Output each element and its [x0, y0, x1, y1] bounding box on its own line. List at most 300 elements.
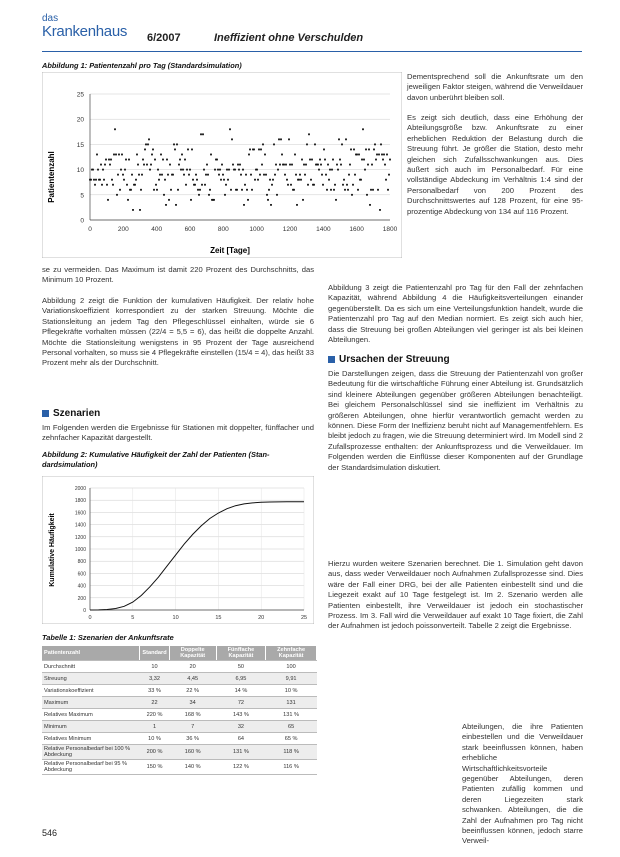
fig1-point	[131, 174, 133, 176]
fig1-point	[323, 149, 325, 151]
fig1-point	[189, 169, 191, 171]
table1-cell: Maximum	[42, 697, 140, 709]
fig1-point	[195, 174, 197, 176]
fig1-point	[139, 209, 141, 211]
fig2-y-tick-label: 400	[77, 583, 86, 590]
fig1-caption: Abbildung 1: Patientenzahl pro Tag (Standardsimulation)	[42, 61, 242, 70]
fig1-point	[386, 154, 388, 156]
fig1-point	[360, 179, 362, 181]
fig1-point	[172, 174, 174, 176]
fig1-point	[251, 189, 253, 191]
fig2-x-tick-label: 10	[172, 615, 179, 621]
fig1-point	[271, 184, 273, 186]
fig1-point	[243, 204, 245, 206]
table1-cell: 7	[169, 721, 216, 733]
fig1-point	[249, 149, 251, 151]
fig1-point	[174, 149, 176, 151]
fig2-caption	[42, 450, 314, 469]
table1-cell: 143 %	[216, 709, 266, 721]
fig1-point	[291, 164, 293, 166]
fig1-point	[214, 169, 216, 171]
fig1-point	[218, 174, 220, 176]
fig1-point	[200, 133, 202, 135]
table1-body	[42, 661, 317, 775]
fig1-point	[141, 174, 143, 176]
fig1-point	[321, 174, 323, 176]
fig1-point	[107, 199, 109, 201]
fig1-point	[284, 174, 286, 176]
fig1-point	[115, 154, 117, 156]
fig1-point	[334, 184, 336, 186]
fig1-point	[148, 138, 150, 140]
fig2-x-tick-label: 25	[300, 615, 308, 621]
fig1-point	[162, 159, 164, 161]
fig1-point	[100, 164, 102, 166]
fig2-y-tick-label: 600	[77, 571, 86, 578]
fig1-point	[241, 189, 243, 191]
fig1-point	[109, 164, 111, 166]
fig1-point	[366, 194, 368, 196]
fig1-point	[367, 164, 369, 166]
fig1-point	[237, 164, 239, 166]
fig1-point	[156, 189, 158, 191]
fig1-point	[330, 189, 332, 191]
fig1-point	[365, 149, 367, 151]
fig1-point	[181, 154, 183, 156]
fig1-point	[244, 184, 246, 186]
fig1-point	[278, 138, 280, 140]
fig1-point	[362, 128, 364, 130]
fig1-point	[305, 164, 307, 166]
fig1-point	[110, 159, 112, 161]
fig1-point	[380, 144, 382, 146]
fig2-y-tick-label: 1200	[74, 534, 86, 541]
brand-top: das	[42, 13, 59, 24]
fig1-point	[204, 184, 206, 186]
fig1-point	[126, 184, 128, 186]
fig1-point	[229, 128, 231, 130]
table1-cell: 131	[266, 697, 317, 709]
fig1-point	[186, 169, 188, 171]
table1-cell: Relative Personalbedarf bei 95 % Abdeckung	[42, 760, 140, 775]
fig1-point	[384, 164, 386, 166]
fig2-y-tick-label: 800	[77, 559, 86, 566]
fig1-point	[232, 164, 234, 166]
fig1-point	[348, 174, 350, 176]
fig1-point	[389, 159, 391, 161]
fig1-point	[253, 149, 255, 151]
fig1-point	[164, 179, 166, 181]
fig1-point	[104, 164, 106, 166]
fig1-point	[263, 174, 265, 176]
heading-ursachen	[328, 354, 450, 365]
table1-cell: 200 %	[140, 745, 169, 760]
fig1-point	[163, 194, 165, 196]
table-row	[42, 661, 317, 673]
fig1-point	[127, 199, 129, 201]
fig2-y-tick-label: 1600	[74, 510, 86, 517]
fig1-point	[258, 149, 260, 151]
fig1-point	[264, 154, 266, 156]
fig1-point	[381, 154, 383, 156]
page-number: 546	[42, 828, 58, 838]
fig1-point	[351, 194, 353, 196]
fig1-point	[236, 189, 238, 191]
fig1-point	[135, 179, 137, 181]
fig1-point	[325, 174, 327, 176]
fig1-point	[343, 179, 345, 181]
fig1-point	[281, 154, 283, 156]
fig1-point	[188, 174, 190, 176]
fig1-point	[276, 194, 278, 196]
fig1-point	[130, 189, 132, 191]
fig1-point	[173, 144, 175, 146]
fig1-point	[388, 174, 390, 176]
fig1-point	[293, 189, 295, 191]
fig1-y-tick-label: 25	[76, 91, 84, 99]
fig1-point	[198, 194, 200, 196]
table-row	[42, 733, 317, 745]
fig1-point	[143, 164, 145, 166]
fig1-point	[371, 164, 373, 166]
fig1-point	[329, 169, 331, 171]
fig1-scatter-chart	[42, 72, 402, 258]
table1-cell: 150 %	[140, 760, 169, 775]
fig1-point	[128, 159, 130, 161]
fig1-point	[337, 169, 339, 171]
table1-cell: 131 %	[216, 745, 266, 760]
fig1-point	[339, 159, 341, 161]
fig1-point	[142, 159, 144, 161]
fig1-point	[299, 174, 301, 176]
fig1-point	[117, 174, 119, 176]
fig1-point	[228, 169, 230, 171]
fig1-point	[379, 209, 381, 211]
fig1-point	[361, 159, 363, 161]
fig1-point	[266, 194, 268, 196]
fig1-point	[324, 159, 326, 161]
table1-cell: 10 %	[266, 685, 317, 697]
table1-cell: Durchschnitt	[42, 661, 140, 673]
heading-ursachen-text: Ursachen der Streuung	[339, 354, 450, 365]
fig1-point	[309, 159, 311, 161]
fig1-point	[326, 189, 328, 191]
fig1-y-axis-label: Patientenzahl	[47, 151, 56, 203]
fig1-x-tick-label: 0	[88, 226, 92, 233]
table1-cell: 72	[216, 697, 266, 709]
fig1-point	[94, 184, 96, 186]
fig1-point	[336, 164, 338, 166]
fig1-point	[123, 179, 125, 181]
fig1-point	[261, 164, 263, 166]
fig1-point	[250, 174, 252, 176]
fig1-point	[220, 179, 222, 181]
fig1-point	[346, 184, 348, 186]
fig1-point	[102, 169, 104, 171]
table1-cell: 4,45	[169, 673, 216, 685]
fig1-point	[304, 174, 306, 176]
fig1-point	[306, 144, 308, 146]
fig1-point	[136, 154, 138, 156]
fig1-point	[175, 204, 177, 206]
fig1-point	[209, 189, 211, 191]
table1-header-cell: Fünffache Kapazität	[216, 646, 266, 661]
fig1-point	[185, 184, 187, 186]
fig1-point	[344, 189, 346, 191]
fig2-y-tick-label: 0	[83, 608, 86, 614]
heading-szenarien-text: Szenarien	[53, 408, 101, 419]
table1-caption: Tabelle 1: Szenarien der Ankunftsrate	[42, 633, 174, 642]
table1-cell: 100	[266, 661, 317, 673]
fig1-point	[176, 144, 178, 146]
table1-cell: 6,95	[216, 673, 266, 685]
fig2-x-tick-label: 15	[215, 615, 222, 621]
fig1-point	[111, 179, 113, 181]
fig1-point	[132, 209, 134, 211]
fig1-point	[374, 144, 376, 146]
fig1-point	[376, 154, 378, 156]
fig1-point	[322, 184, 324, 186]
fig2-x-tick-label: 0	[88, 615, 92, 621]
table1-cell: 32	[216, 721, 266, 733]
table1-cell: 10	[140, 661, 169, 673]
table-row	[42, 697, 317, 709]
fig1-point	[165, 204, 167, 206]
fig1-point	[247, 199, 249, 201]
fig1-point	[231, 138, 233, 140]
fig1-point	[320, 164, 322, 166]
left-paragraph-3: Im Folgenden werden die Ergebnisse für Stationen mit doppelter, fünffacher und zehnfacher Kapazität dargestellt.	[42, 423, 314, 443]
fig1-point	[245, 174, 247, 176]
fig1-point	[149, 169, 151, 171]
fig1-point	[265, 174, 267, 176]
table-row	[42, 673, 317, 685]
fig1-point	[268, 189, 270, 191]
fig1-point	[180, 169, 182, 171]
fig1-point	[311, 159, 313, 161]
fig1-point	[157, 169, 159, 171]
fig1-point	[161, 174, 163, 176]
fig1-x-tick-label: 800	[217, 226, 229, 233]
right-paragraph-5: Hierzu wurden weitere Szenarien berechnet. Die 1. Simulation geht davon aus, dass weder Verweildauer noch Aufnahmen Zufallsprozesse sind. Dies wäre der Fall einer DRG, bei der alle Patienten einbestellt sind und die Liegezeit exakt auf 10 Tage festgelegt ist. Im 2. Szenario werden alle Patienten einbestellt, ihre Verweildauer ist jedoch ein stochastischer Prozess. Im 3. Fall wird die Verweildauer auf exakt 10 Tage fixiert, die Zahl der Aufnahmen ist jedoch poissonverteilt. Tabelle 2 zeigt die Ergebnisse.	[328, 559, 583, 631]
table1-cell: 65 %	[266, 733, 317, 745]
table1-cell: Relatives Maximum	[42, 709, 140, 721]
fig1-point	[373, 149, 375, 151]
fig1-point	[140, 189, 142, 191]
fig1-point	[150, 164, 152, 166]
fig1-point	[223, 179, 225, 181]
fig1-point	[295, 174, 297, 176]
fig1-point	[308, 133, 310, 135]
fig1-point	[222, 174, 224, 176]
fig1-point	[307, 184, 309, 186]
fig1-point	[154, 159, 156, 161]
fig1-point	[342, 184, 344, 186]
table1-cell: 3,32	[140, 673, 169, 685]
table1-cell: 168 %	[169, 709, 216, 721]
fig1-point	[153, 189, 155, 191]
fig1-point	[260, 149, 262, 151]
fig1-point	[206, 164, 208, 166]
table1-cell: Variationskoeffizient	[42, 685, 140, 697]
fig1-point	[358, 154, 360, 156]
fig1-point	[96, 154, 98, 156]
fig1-point	[375, 159, 377, 161]
fig1-point	[267, 199, 269, 201]
fig1-point	[317, 164, 319, 166]
fig2-y-axis-label: Kumulative Häufigkeit	[49, 513, 56, 587]
fig1-point	[199, 189, 201, 191]
fig1-point	[103, 179, 105, 181]
table1-cell: 160 %	[169, 745, 216, 760]
header-rule	[42, 51, 582, 52]
fig2-x-tick-label: 5	[131, 615, 135, 621]
fig1-point	[97, 169, 99, 171]
fig1-point	[275, 164, 277, 166]
fig1-point	[169, 164, 171, 166]
fig1-point	[238, 169, 240, 171]
fig1-point	[106, 184, 108, 186]
fig1-point	[313, 184, 315, 186]
fig1-point	[187, 149, 189, 151]
fig1-point	[196, 179, 198, 181]
table1-cell: 1	[140, 721, 169, 733]
fig1-point	[378, 154, 380, 156]
fig1-point	[256, 169, 258, 171]
table1-cell: 33 %	[140, 685, 169, 697]
fig1-point	[192, 179, 194, 181]
table-row	[42, 709, 317, 721]
fig1-point	[303, 164, 305, 166]
fig1-point	[134, 184, 136, 186]
fig1-point	[182, 169, 184, 171]
fig1-point	[125, 159, 127, 161]
fig1-x-tick-label: 1800	[382, 226, 398, 233]
fig1-point	[184, 159, 186, 161]
fig1-point	[158, 179, 160, 181]
fig1-point	[190, 199, 192, 201]
fig1-point	[138, 174, 140, 176]
fig1-point	[272, 179, 274, 181]
fig1-point	[383, 154, 385, 156]
fig1-point	[269, 179, 271, 181]
fig1-point	[227, 179, 229, 181]
fig1-point	[201, 184, 203, 186]
table1-cell: 131 %	[266, 709, 317, 721]
table-row	[42, 760, 317, 775]
fig1-point	[152, 149, 154, 151]
fig1-point	[353, 149, 355, 151]
table1-cell: 116 %	[266, 760, 317, 775]
fig1-point	[283, 164, 285, 166]
fig1-point	[385, 179, 387, 181]
fig1-point	[207, 174, 209, 176]
fig1-point	[159, 174, 161, 176]
fig1-point	[151, 154, 153, 156]
fig1-point	[345, 138, 347, 140]
fig1-point	[137, 164, 139, 166]
right-paragraph-3: Abbildung 3 zeigt die Patientenzahl pro Tag für den Fall der zehnfachen Kapazität, während Abbildung 4 die Häufigkeitsverteilungen einander gegenüberstellt. Da es sich um eine Verteilungsfunktion handelt, wurde die Patientenzahl pro Tag auf den Median normiert. Es zeigt sich auch hier, dass die Streuung bei großen Abteilungen viel geringer ist als bei kleinen Abteilungen.	[328, 283, 583, 345]
left-paragraph-1: se zu vermeiden. Das Maximum ist damit 220 Prozent des Durchschnitts, das Minimum 10 Prozent.	[42, 265, 314, 285]
table1-header-row	[42, 646, 317, 661]
table1-cell: 10 %	[140, 733, 169, 745]
fig1-x-tick-label: 1600	[349, 226, 364, 233]
fig1-point	[286, 179, 288, 181]
fig1-point	[356, 154, 358, 156]
fig1-point	[167, 174, 169, 176]
fig1-point	[224, 194, 226, 196]
fig1-point	[221, 164, 223, 166]
left-paragraph-2: Abbildung 2 zeigt die Funktion der kumulativen Häufigkeit. Der relativ hohe Variationskoeffizient korrespondiert zu der starken Streuung. Möchte die Stationsleitung an jedem Tag den Pflegeschlüssel einhalten, würde sie 6 Pflegekräfte vorhalten müssen (22/4 = 5,5 = 6), das heißt die doppelte Anzahl. Möchte die Stationsleitung wenigstens in 95 Prozent der Tage ausreichend Personal vorhalten, so muss sie 4 Pflegekräfte einstellen (15/4 = 4), das heißt 33 Prozent mehr als der Durchschnitt.	[42, 296, 314, 368]
fig1-point	[197, 189, 199, 191]
fig1-point	[194, 184, 196, 186]
table-row	[42, 685, 317, 697]
fig1-point	[354, 174, 356, 176]
fig1-point	[120, 169, 122, 171]
table1-cell: 22 %	[169, 685, 216, 697]
fig1-x-tick-label: 1000	[249, 226, 264, 233]
fig1-point	[95, 179, 97, 181]
fig1-point	[124, 169, 126, 171]
right-paragraph-1: Dementsprechend soll die Ankunftsrate um den jeweiligen Faktor steigen, während die Verweildauer davon unberührt bleiben soll.	[407, 72, 583, 102]
fig1-point	[331, 169, 333, 171]
table1-cell: Streuung	[42, 673, 140, 685]
brand-main: Krankenhaus	[42, 23, 128, 40]
fig1-point	[90, 179, 92, 181]
fig1-point	[287, 184, 289, 186]
fig1-point	[205, 174, 207, 176]
table1-cell: 118 %	[266, 745, 317, 760]
fig1-point	[112, 184, 114, 186]
fig1-point	[285, 164, 287, 166]
fig1-point	[357, 189, 359, 191]
fig1-point	[280, 138, 282, 140]
fig1-point	[274, 174, 276, 176]
fig1-point	[202, 133, 204, 135]
fig1-x-tick-label: 1200	[282, 226, 298, 233]
fig1-y-tick-label: 0	[80, 217, 84, 225]
fig1-point	[93, 179, 95, 181]
table1-cell: 14 %	[216, 685, 266, 697]
right-paragraph-4: Die Darstellungen zeigen, dass die Streuung der Patientenzahl von großer Bedeutung für die wirtschaftliche Führung einer Abteilung ist. Grundsätzlich sind kleinere Abteilungen gegenüber größeren Abteilungen benachteiligt. Bei gleichem Personalschlüssel sind sie ineffizient im Verhältnis zu größeren Abteilungen, ohne hierfür verantwortlich gemacht werden zu können. Diese Form der Ineffizienz beruht nicht auf Managementfehlern. Es bleibt jedoch zu fragen, wie die Streuung determiniert wird. Im Modell sind 2 Zufallsprozesse enthalten: der Ankunftsprozess und die Verweildauer. Im Folgenden werden die Einflüsse dieser Komponenten auf der Grundlage der Standardsimulation diskutiert.	[328, 369, 583, 472]
fig1-point	[147, 144, 149, 146]
fig1-point	[99, 179, 101, 181]
fig2-y-tick-label: 2000	[74, 486, 86, 492]
fig1-point	[225, 184, 227, 186]
fig1-point	[226, 169, 228, 171]
fig1-point	[108, 159, 110, 161]
fig1-point	[369, 204, 371, 206]
fig1-point	[254, 179, 256, 181]
fig1-point	[177, 189, 179, 191]
fig1-x-tick-label: 1400	[316, 226, 331, 233]
fig1-point	[168, 199, 170, 201]
table1-cell: Relatives Minimum	[42, 733, 140, 745]
fig1-point	[273, 144, 275, 146]
fig1-point	[239, 164, 241, 166]
fig1-point	[288, 138, 290, 140]
fig1-point	[144, 149, 146, 151]
fig1-point	[191, 149, 193, 151]
fig2-y-tick-label: 1800	[74, 498, 86, 505]
fig1-point	[183, 174, 185, 176]
brand-logo	[42, 14, 127, 39]
table1-cell: 220 %	[140, 709, 169, 721]
fig1-point	[300, 179, 302, 181]
fig1-point	[217, 169, 219, 171]
fig1-point	[234, 169, 236, 171]
fig1-point	[349, 164, 351, 166]
